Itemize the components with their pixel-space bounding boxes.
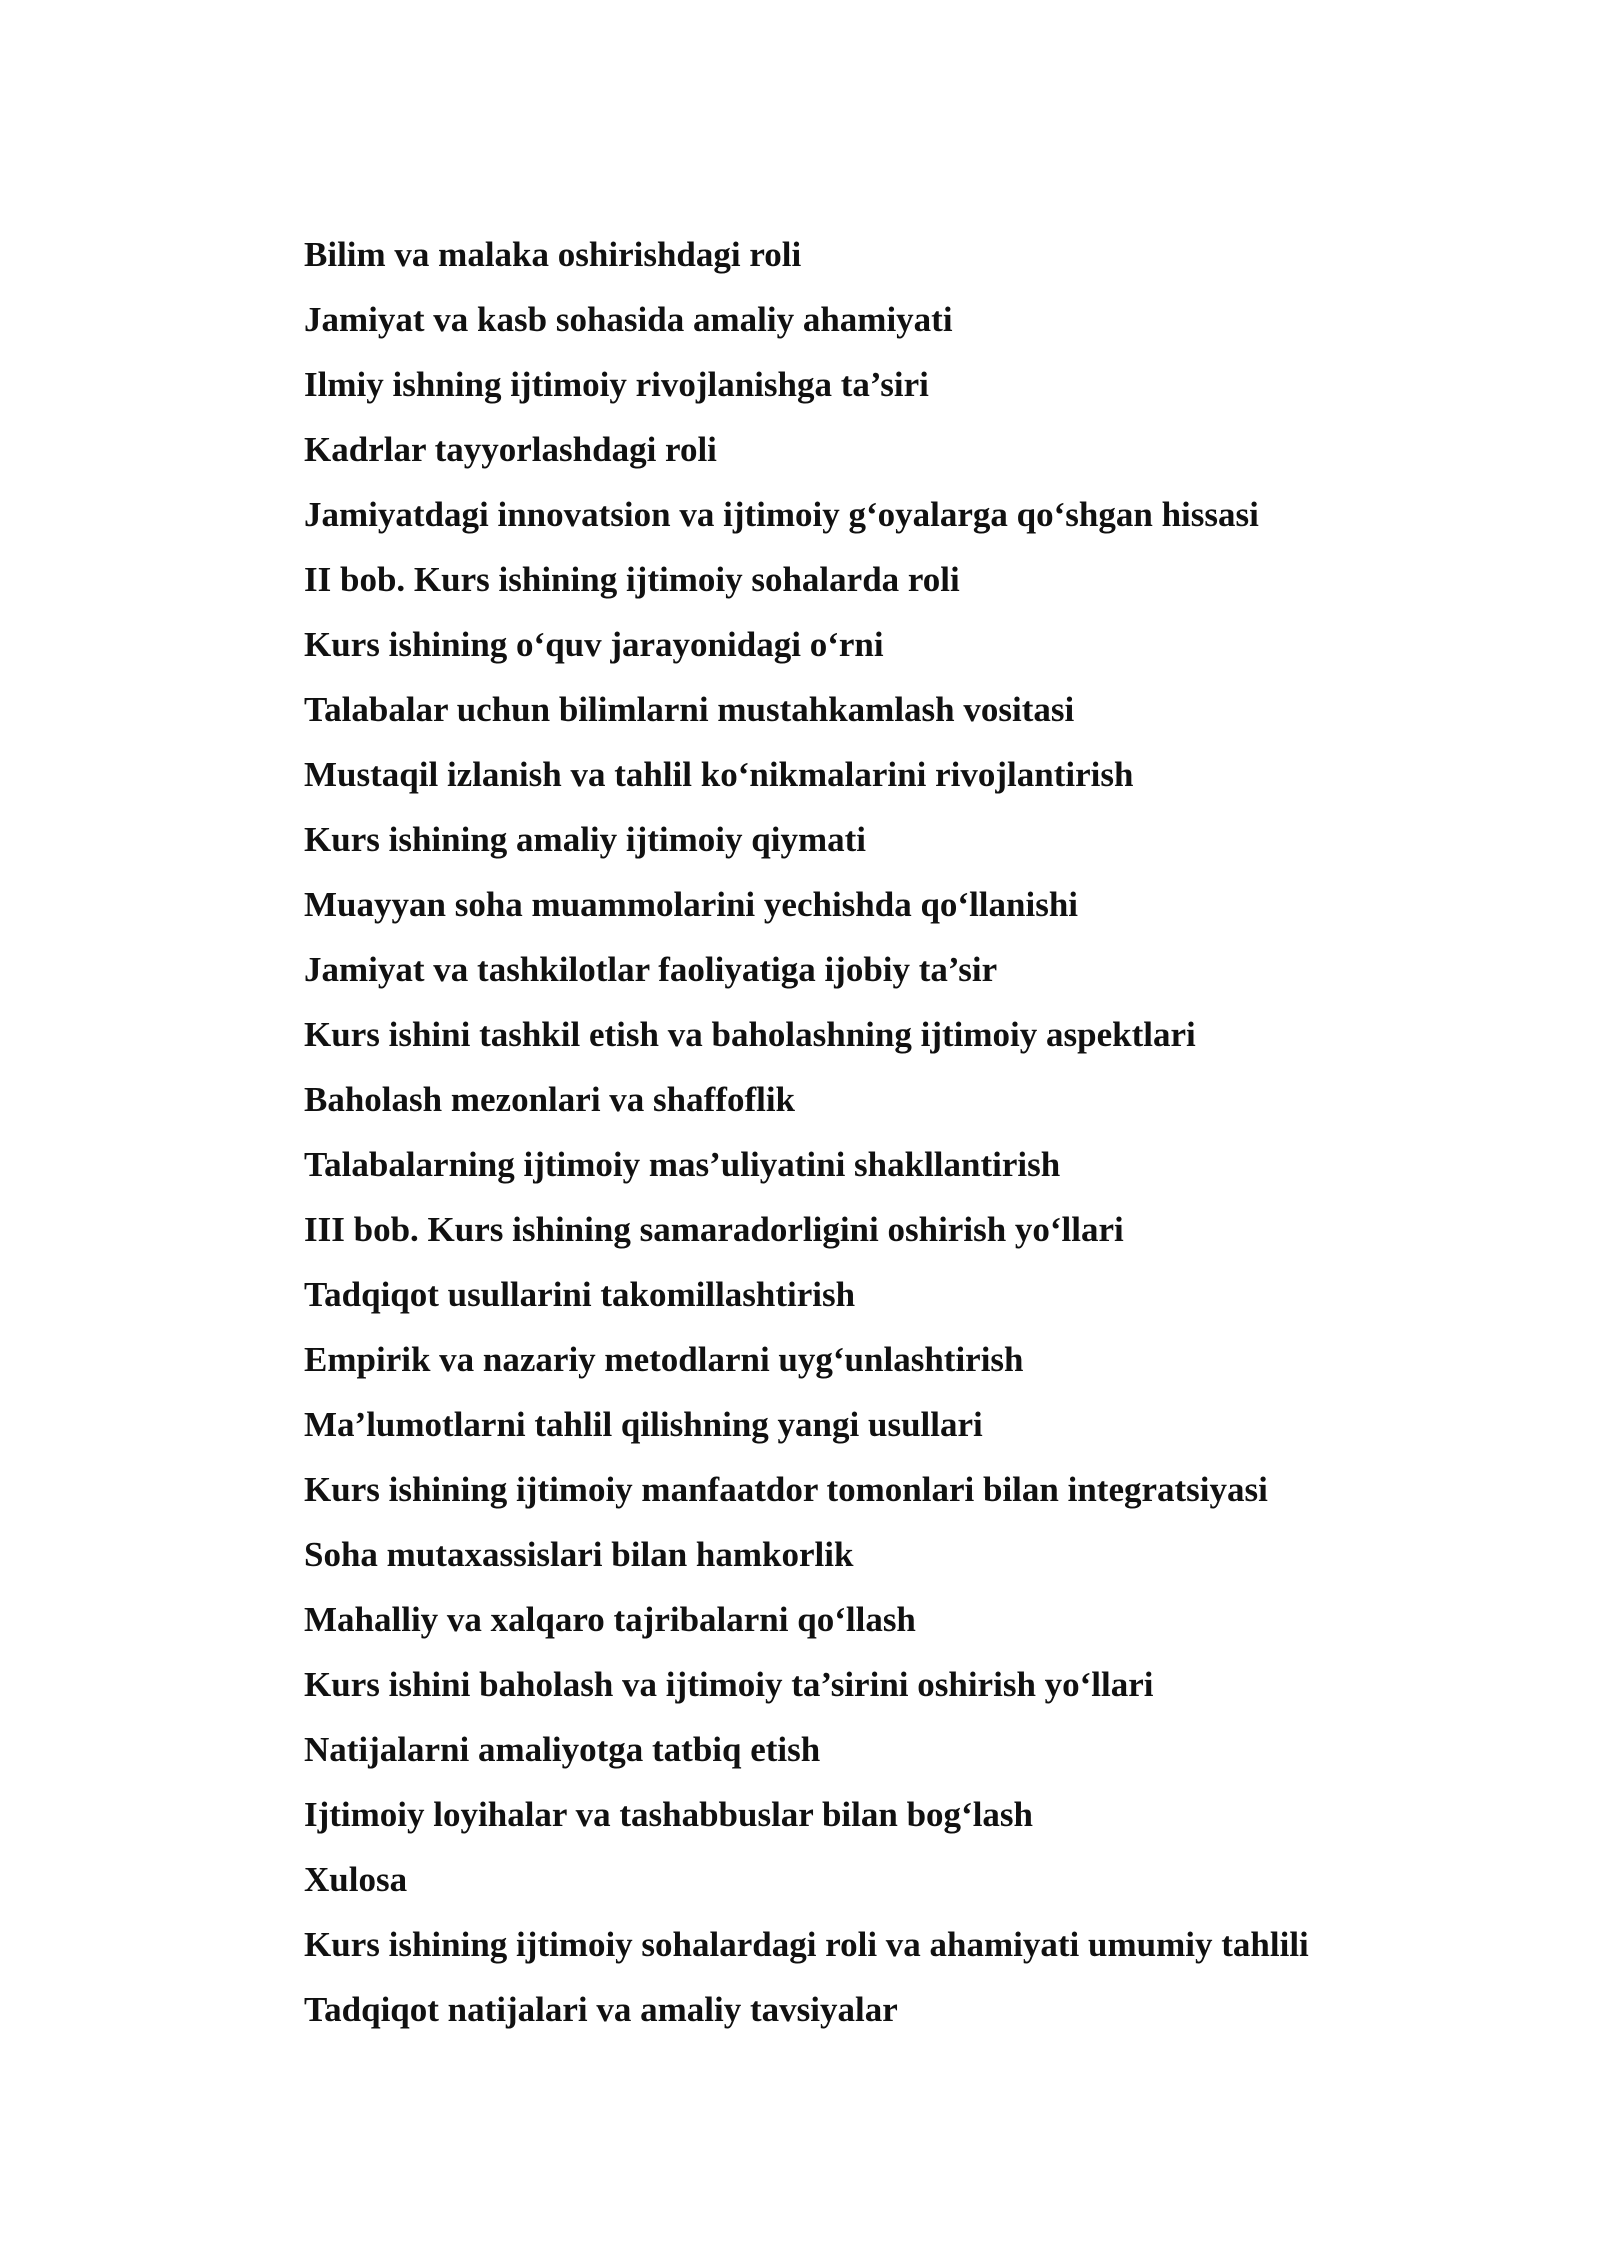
conclusion-heading: Xulosa (304, 1860, 408, 1899)
toc-line: Kadrlar tayyorlashdagi roli (304, 430, 717, 469)
toc-line: Talabalar uchun bilimlarni mustahkamlash vositasi (304, 690, 1075, 729)
toc-line: Baholash mezonlari va shaffoflik (304, 1080, 796, 1119)
toc-line: Kurs ishining ijtimoiy manfaatdor tomonlari bilan integratsiyasi (304, 1470, 1268, 1509)
toc-line: Mustaqil izlanish va tahlil ko‘nikmalarini rivojlantirish (304, 755, 1134, 794)
table-of-contents (304, 222, 1504, 2042)
toc-line: Jamiyat va kasb sohasida amaliy ahamiyati (304, 300, 953, 339)
chapter-heading: III bob. Kurs ishining samaradorligini oshirish yo‘llari (304, 1210, 1124, 1249)
toc-line: Kurs ishini baholash va ijtimoiy ta’sirini oshirish yo‘llari (304, 1665, 1154, 1704)
toc-line: Ma’lumotlarni tahlil qilishning yangi usullari (304, 1405, 983, 1444)
toc-line: Kurs ishini tashkil etish va baholashning ijtimoiy aspektlari (304, 1015, 1196, 1054)
toc-line: Soha mutaxassislari bilan hamkorlik (304, 1535, 854, 1574)
toc-line: Jamiyat va tashkilotlar faoliyatiga ijobiy ta’sir (304, 950, 998, 989)
toc-line: Natijalarni amaliyotga tatbiq etish (304, 1730, 821, 1769)
toc-line: Ijtimoiy loyihalar va tashabbuslar bilan bog‘lash (304, 1795, 1034, 1834)
toc-line: Tadqiqot usullarini takomillashtirish (304, 1275, 856, 1314)
toc-line: Ilmiy ishning ijtimoiy rivojlanishga ta’siri (304, 365, 929, 404)
chapter-heading: II bob. Kurs ishining ijtimoiy sohalarda roli (304, 560, 960, 599)
toc-line: Tadqiqot natijalari va amaliy tavsiyalar (304, 1990, 898, 2029)
toc-line: Kurs ishining amaliy ijtimoiy qiymati (304, 820, 866, 859)
toc-line: Talabalarning ijtimoiy mas’uliyatini shakllantirish (304, 1145, 1061, 1184)
toc-line: Mahalliy va xalqaro tajribalarni qo‘llash (304, 1600, 916, 1639)
toc-line: Kurs ishining ijtimoiy sohalardagi roli va ahamiyati umumiy tahlili (304, 1925, 1309, 1964)
toc-line: Kurs ishining o‘quv jarayonidagi o‘rni (304, 625, 884, 664)
toc-line: Empirik va nazariy metodlarni uyg‘unlashtirish (304, 1340, 1024, 1379)
toc-line: Muayyan soha muammolarini yechishda qo‘llanishi (304, 885, 1079, 924)
toc-line: Bilim va malaka oshirishdagi roli (304, 235, 802, 274)
toc-line: Jamiyatdagi innovatsion va ijtimoiy g‘oyalarga qo‘shgan hissasi (304, 495, 1259, 534)
